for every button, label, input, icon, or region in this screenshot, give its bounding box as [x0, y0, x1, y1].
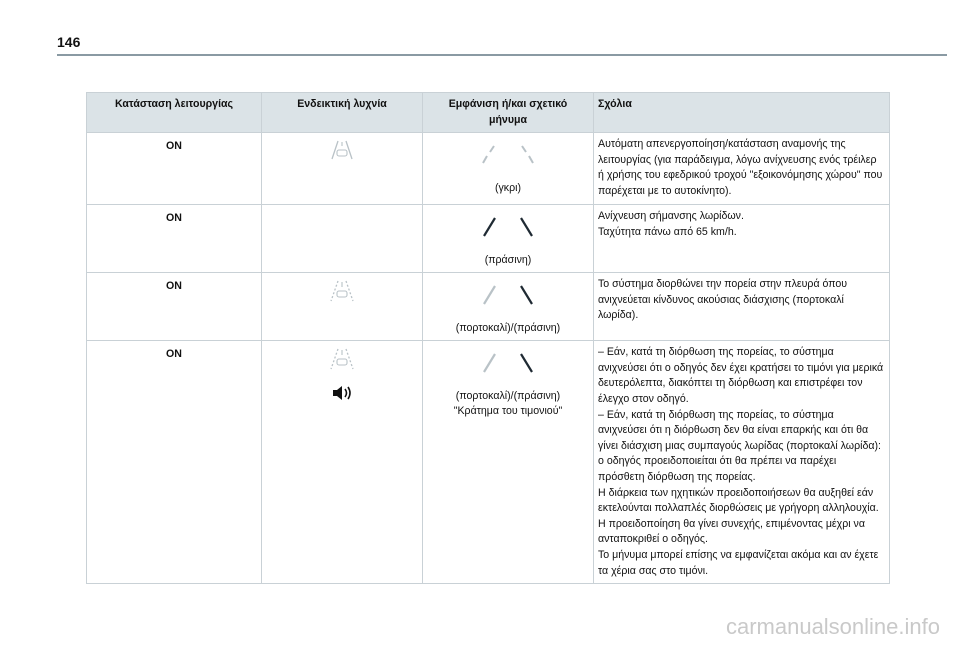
comment-text: Το σύστημα διορθώνει την πορεία στην πλευρά όπου ανιχνεύεται κίνδυνος ακούσιας διάσχισης (πορτοκαλί λωρίδα). [598, 278, 848, 322]
state-cell: ON [87, 205, 262, 273]
display-caption: (γκρι) [494, 181, 522, 194]
comment-text: Ταχύτητα πάνω από 65 km/h. [598, 225, 737, 238]
watermark: carmanualsonline.info [725, 614, 940, 639]
comment-text: – Εάν, κατά τη διόρθωση της πορείας, το σύστημα ανιχνεύσει ότι ο οδηγός δεν έχει κρατήσει το τιμόνι για μερικά δευτερόλεπτα, διακόπτει τη διόρθωση και επιστρέφει τον έλεγχο στον οδηγό. [598, 346, 884, 405]
header-state: Κατάσταση λειτουργίας [87, 93, 262, 133]
table-row [87, 133, 890, 205]
state-cell: ON [87, 133, 262, 205]
display-cell [423, 341, 594, 584]
comment-text: Το μήνυμα μπορεί επίσης να εμφανίζεται ακόμα και αν έχετε τα χέρια σας στο τιμόνι. [598, 548, 879, 577]
lane-assist-status-table [86, 92, 890, 584]
header-divider [57, 54, 947, 56]
display-cell [423, 133, 594, 205]
header-display: Εμφάνιση ή/και σχετικό μήνυμα [423, 93, 594, 133]
lane-lines-orange-green-icon [478, 349, 538, 379]
lamp-cell [262, 273, 423, 341]
header-comments: Σχόλια [594, 93, 890, 133]
table-row [87, 273, 890, 341]
comment-cell [594, 341, 890, 584]
lane-assist-dotted-icon [327, 347, 357, 371]
display-caption: (πορτοκαλί)/(πράσινη) [455, 389, 561, 402]
page-number: 146 [57, 34, 81, 50]
table-row [87, 341, 890, 584]
comment-text: – Εάν, κατά τη διόρθωση της πορείας, το σύστημα ανιχνεύσει ότι η διόρθωση δεν θα είναι επαρκής και ότι θα γίνει διάσχιση μιας συμπαγούς λωρίδας (πορτοκαλί λωρίδα): ο οδηγός προειδοποιείται ότι θα πρέπει να παρέχει πρόσθετη διόρθωση της πορείας. [598, 408, 881, 483]
display-caption: (πορτοκαλί)/(πράσινη) [455, 321, 561, 334]
lane-assist-grey-icon [329, 139, 355, 161]
header-lamp: Ενδεικτική λυχνία [262, 93, 423, 133]
table-row [87, 205, 890, 273]
state-cell: ON [87, 341, 262, 584]
comment-cell [594, 205, 890, 273]
comment-text: Η προειδοποίηση θα γίνει συνεχής, επιμένοντας μέχρι να ανταποκριθεί ο οδηγός. [598, 517, 865, 546]
lane-lines-grey-dashed-icon [478, 141, 538, 171]
lamp-cell [262, 205, 423, 273]
comment-text: Ανίχνευση σήμανσης λωρίδων. [598, 210, 744, 223]
comment-text: Αυτόματη απενεργοποίηση/κατάσταση αναμονής της λειτουργίας (για παράδειγμα, λόγω ανίχνευσης ενός τρέιλερ ή χρήσης του εφεδρικού τροχού "εξοικονόμησης χώρου" που παρέχεται με το αυτοκίνητο). [598, 138, 883, 197]
speaker-sound-icon [330, 383, 354, 403]
lane-lines-orange-green-icon [478, 281, 538, 311]
lamp-cell [262, 133, 423, 205]
display-cell [423, 273, 594, 341]
lane-lines-green-icon [478, 213, 538, 243]
comment-text: Η διάρκεια των ηχητικών προειδοποιήσεων θα αυξηθεί εάν εκτελούνται πολλαπλές διορθώσεις με γρήγορη αλληλουχία. [598, 486, 879, 515]
lane-assist-dotted-icon [327, 279, 357, 303]
display-caption-message: "Κράτημα του τιμονιού" [453, 405, 563, 418]
table-header-row [87, 93, 890, 133]
state-cell: ON [87, 273, 262, 341]
display-cell [423, 205, 594, 273]
comment-cell [594, 273, 890, 341]
lamp-cell [262, 341, 423, 584]
comment-cell [594, 133, 890, 205]
display-caption: (πράσινη) [484, 253, 532, 266]
